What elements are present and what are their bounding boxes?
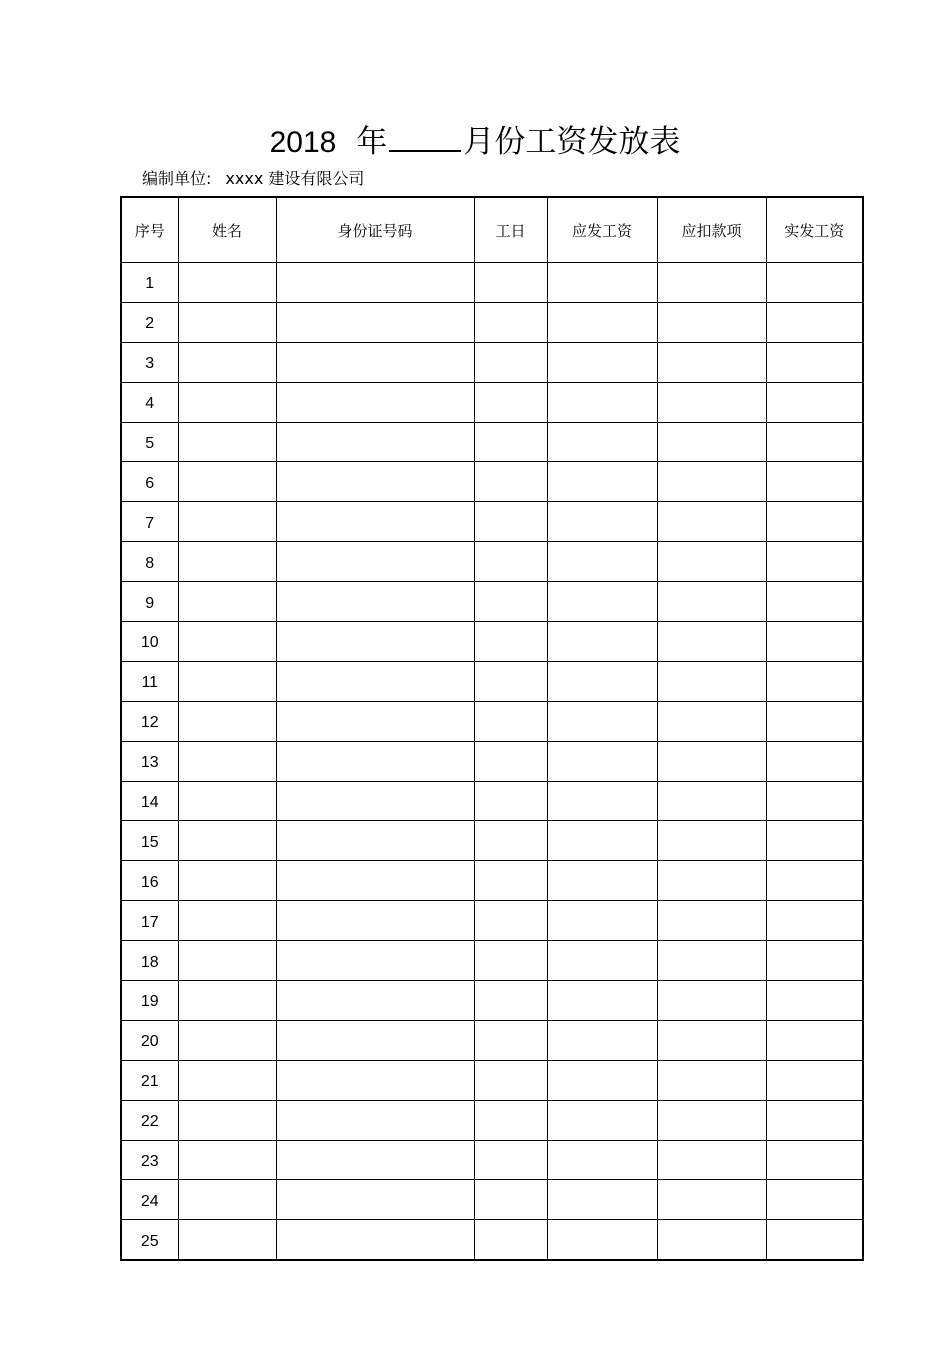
cell-net-pay[interactable] [766,1140,863,1180]
cell-gross-pay[interactable] [547,901,657,941]
cell-name[interactable] [178,1100,276,1140]
cell-net-pay[interactable] [766,462,863,502]
row-index: 14 [121,781,178,821]
cell-net-pay[interactable] [766,582,863,622]
row-index: 23 [121,1140,178,1180]
table-row [121,263,863,303]
cell-gross-pay[interactable] [547,941,657,981]
cell-id-number[interactable] [276,542,474,582]
cell-deductions[interactable] [657,382,766,422]
table-row [121,582,863,622]
cell-name[interactable] [178,462,276,502]
cell-deductions[interactable] [657,263,766,303]
cell-net-pay[interactable] [766,1220,863,1260]
row-index: 3 [121,342,178,382]
row-index: 5 [121,422,178,462]
cell-deductions[interactable] [657,741,766,781]
cell-net-pay[interactable] [766,1180,863,1220]
table-row [121,302,863,342]
row-index: 4 [121,382,178,422]
table-row [121,861,863,901]
cell-workdays[interactable] [474,821,547,861]
cell-workdays[interactable] [474,502,547,542]
row-index: 21 [121,1060,178,1100]
cell-deductions[interactable] [657,981,766,1021]
cell-deductions[interactable] [657,1100,766,1140]
cell-deductions[interactable] [657,701,766,741]
cell-name[interactable] [178,1220,276,1260]
row-index: 2 [121,302,178,342]
cell-gross-pay[interactable] [547,582,657,622]
cell-gross-pay[interactable] [547,781,657,821]
cell-name[interactable] [178,661,276,701]
cell-name[interactable] [178,382,276,422]
cell-name[interactable] [178,821,276,861]
table-row [121,382,863,422]
row-index: 15 [121,821,178,861]
cell-net-pay[interactable] [766,502,863,542]
cell-deductions[interactable] [657,342,766,382]
table-row [121,1100,863,1140]
cell-net-pay[interactable] [766,1020,863,1060]
cell-id-number[interactable] [276,901,474,941]
row-index: 24 [121,1180,178,1220]
title-year-char: 年 [356,124,388,160]
cell-deductions[interactable] [657,422,766,462]
row-index: 12 [121,701,178,741]
col-header-net-pay: 实发工资 [766,197,863,263]
cell-workdays[interactable] [474,741,547,781]
header-row [121,197,863,263]
cell-net-pay[interactable] [766,263,863,303]
row-index: 10 [121,622,178,662]
cell-net-pay[interactable] [766,1060,863,1100]
cell-workdays[interactable] [474,1020,547,1060]
cell-deductions[interactable] [657,1180,766,1220]
col-header-id-number: 身份证号码 [276,197,474,263]
cell-gross-pay[interactable] [547,821,657,861]
cell-id-number[interactable] [276,1100,474,1140]
cell-id-number[interactable] [276,422,474,462]
cell-workdays[interactable] [474,1100,547,1140]
table-row [121,1180,863,1220]
title-suffix: 月份工资发放表 [463,124,681,160]
issuing-unit-value: xxxx 建设有限公司 [225,169,365,188]
row-index: 11 [121,661,178,701]
cell-net-pay[interactable] [766,741,863,781]
cell-deductions[interactable] [657,861,766,901]
cell-name[interactable] [178,781,276,821]
cell-id-number[interactable] [276,462,474,502]
cell-name[interactable] [178,861,276,901]
cell-id-number[interactable] [276,661,474,701]
cell-name[interactable] [178,1180,276,1220]
cell-gross-pay[interactable] [547,741,657,781]
table-row [121,821,863,861]
cell-workdays[interactable] [474,981,547,1021]
cell-net-pay[interactable] [766,1100,863,1140]
cell-name[interactable] [178,1060,276,1100]
title-year: 2018 [269,126,337,159]
cell-id-number[interactable] [276,342,474,382]
payroll-table [120,196,864,1261]
cell-deductions[interactable] [657,901,766,941]
table-row [121,661,863,701]
cell-net-pay[interactable] [766,981,863,1021]
cell-id-number[interactable] [276,1220,474,1260]
page-title [0,120,950,163]
cell-id-number[interactable] [276,1140,474,1180]
cell-gross-pay[interactable] [547,502,657,542]
cell-net-pay[interactable] [766,342,863,382]
cell-gross-pay[interactable] [547,1020,657,1060]
cell-gross-pay[interactable] [547,1140,657,1180]
table-row [121,1140,863,1180]
cell-net-pay[interactable] [766,781,863,821]
cell-workdays[interactable] [474,382,547,422]
row-index: 17 [121,901,178,941]
cell-net-pay[interactable] [766,901,863,941]
col-header-index: 序号 [121,197,178,263]
cell-net-pay[interactable] [766,701,863,741]
row-index: 18 [121,941,178,981]
cell-name[interactable] [178,622,276,662]
cell-gross-pay[interactable] [547,542,657,582]
cell-id-number[interactable] [276,941,474,981]
cell-id-number[interactable] [276,582,474,622]
cell-id-number[interactable] [276,981,474,1021]
cell-deductions[interactable] [657,582,766,622]
cell-gross-pay[interactable] [547,981,657,1021]
cell-id-number[interactable] [276,1060,474,1100]
cell-gross-pay[interactable] [547,701,657,741]
cell-name[interactable] [178,1020,276,1060]
table-row [121,342,863,382]
cell-workdays[interactable] [474,302,547,342]
cell-workdays[interactable] [474,1180,547,1220]
cell-deductions[interactable] [657,1140,766,1180]
cell-id-number[interactable] [276,741,474,781]
cell-id-number[interactable] [276,502,474,542]
cell-id-number[interactable] [276,781,474,821]
cell-deductions[interactable] [657,622,766,662]
row-index: 22 [121,1100,178,1140]
cell-deductions[interactable] [657,502,766,542]
cell-name[interactable] [178,263,276,303]
cell-name[interactable] [178,981,276,1021]
col-header-name: 姓名 [178,197,276,263]
cell-deductions[interactable] [657,1020,766,1060]
cell-net-pay[interactable] [766,422,863,462]
cell-workdays[interactable] [474,1140,547,1180]
cell-id-number[interactable] [276,1180,474,1220]
table-row [121,1060,863,1100]
row-index: 19 [121,981,178,1021]
cell-deductions[interactable] [657,941,766,981]
cell-name[interactable] [178,701,276,741]
table-row [121,901,863,941]
cell-net-pay[interactable] [766,302,863,342]
cell-net-pay[interactable] [766,941,863,981]
cell-gross-pay[interactable] [547,462,657,502]
cell-workdays[interactable] [474,661,547,701]
cell-workdays[interactable] [474,582,547,622]
cell-name[interactable] [178,502,276,542]
row-index: 1 [121,263,178,303]
cell-net-pay[interactable] [766,821,863,861]
cell-deductions[interactable] [657,302,766,342]
cell-workdays[interactable] [474,701,547,741]
table-row [121,741,863,781]
row-index: 7 [121,502,178,542]
cell-deductions[interactable] [657,781,766,821]
table-row [121,422,863,462]
issuing-unit-label: 编制单位: [142,169,212,188]
cell-deductions[interactable] [657,462,766,502]
table-row [121,622,863,662]
cell-gross-pay[interactable] [547,622,657,662]
cell-workdays[interactable] [474,263,547,303]
row-index: 6 [121,462,178,502]
table-row [121,981,863,1021]
cell-gross-pay[interactable] [547,382,657,422]
cell-deductions[interactable] [657,1220,766,1260]
cell-name[interactable] [178,342,276,382]
cell-name[interactable] [178,1140,276,1180]
cell-id-number[interactable] [276,622,474,662]
cell-gross-pay[interactable] [547,302,657,342]
cell-id-number[interactable] [276,821,474,861]
cell-net-pay[interactable] [766,382,863,422]
cell-workdays[interactable] [474,1220,547,1260]
table-row [121,542,863,582]
cell-workdays[interactable] [474,342,547,382]
cell-workdays[interactable] [474,462,547,502]
cell-name[interactable] [178,542,276,582]
issuing-unit [142,168,364,190]
cell-workdays[interactable] [474,901,547,941]
row-index: 16 [121,861,178,901]
cell-workdays[interactable] [474,542,547,582]
cell-gross-pay[interactable] [547,342,657,382]
row-index: 8 [121,542,178,582]
cell-workdays[interactable] [474,941,547,981]
cell-id-number[interactable] [276,701,474,741]
cell-gross-pay[interactable] [547,1180,657,1220]
cell-workdays[interactable] [474,861,547,901]
cell-workdays[interactable] [474,622,547,662]
cell-gross-pay[interactable] [547,422,657,462]
cell-name[interactable] [178,422,276,462]
cell-workdays[interactable] [474,781,547,821]
cell-gross-pay[interactable] [547,661,657,701]
col-header-deductions: 应扣款项 [657,197,766,263]
month-blank[interactable] [389,120,461,152]
row-index: 9 [121,582,178,622]
cell-id-number[interactable] [276,861,474,901]
cell-workdays[interactable] [474,1060,547,1100]
table-row [121,701,863,741]
table-row [121,502,863,542]
row-index: 25 [121,1220,178,1260]
cell-workdays[interactable] [474,422,547,462]
cell-deductions[interactable] [657,821,766,861]
cell-gross-pay[interactable] [547,861,657,901]
cell-deductions[interactable] [657,1060,766,1100]
table-row [121,462,863,502]
cell-gross-pay[interactable] [547,1100,657,1140]
col-header-workdays: 工日 [474,197,547,263]
table-row [121,1220,863,1260]
cell-gross-pay[interactable] [547,263,657,303]
cell-id-number[interactable] [276,382,474,422]
row-index: 20 [121,1020,178,1060]
table-row [121,781,863,821]
cell-net-pay[interactable] [766,542,863,582]
cell-deductions[interactable] [657,542,766,582]
cell-id-number[interactable] [276,263,474,303]
cell-name[interactable] [178,741,276,781]
cell-name[interactable] [178,582,276,622]
cell-name[interactable] [178,941,276,981]
cell-net-pay[interactable] [766,861,863,901]
cell-id-number[interactable] [276,302,474,342]
cell-id-number[interactable] [276,1020,474,1060]
cell-name[interactable] [178,302,276,342]
cell-net-pay[interactable] [766,622,863,662]
cell-deductions[interactable] [657,661,766,701]
col-header-gross-pay: 应发工资 [547,197,657,263]
cell-net-pay[interactable] [766,661,863,701]
row-index: 13 [121,741,178,781]
cell-name[interactable] [178,901,276,941]
table-row [121,1020,863,1060]
table-row [121,941,863,981]
cell-gross-pay[interactable] [547,1060,657,1100]
cell-gross-pay[interactable] [547,1220,657,1260]
